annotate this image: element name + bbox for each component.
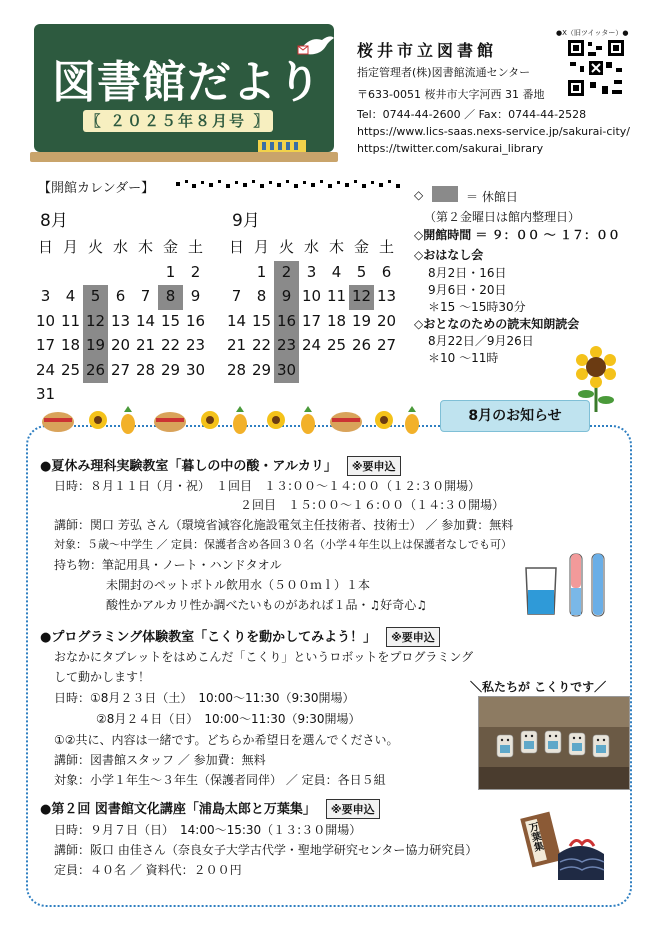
calendar-blank (108, 261, 133, 286)
calendar-day-closed: 12 (83, 310, 108, 335)
qr-code-icon[interactable] (566, 38, 626, 98)
weekday-header: 月 (253, 238, 269, 256)
decorative-dots-icon (176, 178, 406, 190)
event3-title-text: ●第２回 図書館文化講座「浦島太郎と万葉集」 (40, 802, 316, 817)
event2-note: ①②共に、内容は一緒です。どちらか希望日を選んでください。 (54, 733, 399, 747)
calendar-day: 2 (190, 262, 201, 281)
story-time: ＊15 ～15時30分 (428, 300, 526, 314)
decorative-border-icon (40, 402, 440, 438)
calendar-day: 24 (35, 360, 56, 379)
event1-lecturer: 講師：関口 芳弘 さん（環境省減容化施設電気主任技術者、技術士） ／ 参加費：無料 (54, 518, 514, 532)
calendar-day-closed: 26 (83, 359, 108, 384)
opening-hours: ◇開館時間 ＝ ９：００ ～ １７：００ (414, 228, 620, 242)
event3-date: 日時：９月７日（日） 14:00～15:30（１３:３０開場） (54, 823, 362, 837)
dove-icon (296, 30, 336, 62)
event2-desc2: して動かします！ (54, 670, 151, 684)
calendar-day-closed: 2 (274, 261, 299, 286)
calendar-day: 13 (376, 287, 397, 305)
weekday-header: 水 (303, 238, 319, 256)
calendar-blank (83, 261, 108, 286)
calendar-day: 13 (110, 311, 131, 330)
website-link[interactable]: https://www.lics-saas.nexs-service.jp/sakurai-city/ (357, 125, 631, 138)
calendar-day: 20 (376, 311, 397, 330)
adult-reading-time: ＊10 ～11時 (428, 351, 499, 365)
event2-desc1: おなかにタブレットをはめこんだ「こくり」というロボットをプログラミング (54, 650, 474, 664)
calendar-title: 【開館カレンダー】 (38, 181, 155, 196)
calendar-day: 25 (326, 336, 347, 354)
calendar-day: 27 (376, 336, 397, 354)
calendar-blank (133, 261, 158, 286)
library-name: 桜井市立図書館 (357, 41, 498, 60)
weekday-header: 火 (278, 238, 294, 256)
address: 〒633-0051 桜井市大字河西 31 番地 (357, 88, 545, 101)
calendar-day: 15 (160, 311, 181, 330)
calendar-day: 1 (256, 262, 267, 281)
event2-target: 対象：小学１年生～３年生（保護者同伴） ／ 定員：各日５組 (54, 773, 386, 787)
calendar-day: 3 (306, 262, 317, 281)
event2-required-badge: ※要申込 (386, 627, 440, 647)
calendar-day: 6 (115, 287, 126, 305)
calendar-blank (224, 261, 249, 286)
calendar-day: 27 (110, 360, 131, 379)
calendar-day: 10 (35, 311, 56, 330)
event2-title (40, 626, 440, 647)
weekday-header: 金 (162, 238, 178, 256)
event1-date1: 日時：８月１１日（月・祝） １回目 １３:００～１４:００（１２:３０開場） (54, 479, 481, 493)
calendar-day-closed: 19 (83, 334, 108, 359)
calendar-day-closed: 8 (158, 285, 183, 310)
twitter-link[interactable]: https://twitter.com/sakurai_library (357, 142, 544, 155)
x-label: ●X（旧ツイッター）● (556, 29, 629, 37)
calendar-day: 3 (40, 287, 51, 305)
event1-title-text: ●夏休み理科実験教室「暮しの中の酸・アルカリ」 (40, 459, 337, 474)
event1-date2: ２回目 １５:００～１６:００（１４:３０開場） (240, 498, 505, 512)
calendar-day: 17 (301, 311, 322, 330)
calendar-day-closed: 23 (274, 334, 299, 359)
calendar-day: 22 (160, 336, 181, 354)
calendar-day: 4 (65, 287, 76, 305)
calendar-day: 24 (301, 336, 322, 354)
event2-date2: ②8月２４日（日） 10:00～11:30（9:30開場） (96, 712, 361, 726)
calendar-day: 23 (185, 336, 206, 354)
calendar-day-closed: 9 (274, 285, 299, 310)
closed-day-swatch (432, 186, 458, 202)
calendar-day: 29 (251, 360, 272, 379)
event3-lecturer: 講師：阪口 由佳さん（奈良女子大学古代学・聖地学研究センター協力研究員） (54, 843, 478, 857)
calendar-day: 10 (301, 287, 322, 305)
weekday-header: 木 (328, 238, 344, 256)
event1-required-badge: ※要申込 (347, 456, 401, 476)
legend-note: （第２金曜日は館内整理日） (424, 210, 581, 224)
calendar-day-closed: 12 (349, 285, 374, 310)
weekday-header: 木 (137, 238, 153, 256)
calendar-day: 31 (35, 385, 56, 403)
calendar-day-closed: 30 (274, 359, 299, 384)
calendar-day-closed: 16 (274, 310, 299, 335)
legend-diamond: ◇ (414, 188, 424, 202)
event3-required-badge: ※要申込 (326, 799, 380, 819)
calendar-day: 15 (251, 311, 272, 330)
calendar-day: 16 (185, 311, 206, 330)
calendar-day: 7 (140, 287, 151, 305)
calendar-blank (58, 261, 83, 286)
weekday-header: 火 (87, 238, 103, 256)
calendar-day: 17 (35, 336, 56, 354)
calendar-day: 21 (226, 336, 247, 354)
calendar-day: 22 (251, 336, 272, 354)
weekday-header: 月 (62, 238, 78, 256)
weekday-header: 土 (378, 238, 394, 256)
story-dates-august: 8月2日・16日 (428, 266, 507, 280)
event1-items3: 酸性かアルカリ性か調べたいものがあれば１品・♫好奇心♫ (106, 598, 428, 612)
event1-target: 対象：５歳～中学生 ／ 定員：保護者含め各回３０名（小学４年生以上は保護者なしでも可） (54, 538, 512, 551)
event2-date1: 日時：①8月２３日（土） 10:00～11:30（9:30開場） (54, 691, 355, 705)
event2-lecturer: 講師：図書館スタッフ ／ 参加費：無料 (54, 753, 266, 767)
calendar-day: 7 (231, 287, 242, 305)
photo-caption: ＼私たちが こくりです／ (470, 680, 607, 694)
book-label: 万葉集 (525, 821, 544, 853)
calendar-september (224, 236, 399, 383)
calendar-day: 29 (160, 360, 181, 379)
issue-banner: 〖 ２０２５年８月号 〗 (83, 110, 273, 132)
calendar-day: 9 (190, 287, 201, 305)
calendar-day: 20 (110, 336, 131, 354)
weekday-header: 日 (37, 238, 53, 256)
event1-items2: 未開封のペットボトル飲用水（５００ｍｌ）１本 (106, 578, 371, 592)
robot-photo (478, 696, 630, 790)
manager: 指定管理者(株)図書館流通センター (357, 66, 531, 79)
weekday-header: 土 (187, 238, 203, 256)
event3-title (40, 798, 380, 819)
calendar-day: 6 (381, 262, 392, 281)
calendar-day: 5 (356, 262, 367, 281)
story-dates-september: 9月6日・20日 (428, 283, 507, 297)
calendar-day: 25 (60, 360, 81, 379)
calendar-day: 28 (226, 360, 247, 379)
calendar-day: 18 (60, 336, 81, 354)
story-time-title: ◇おはなし会 (414, 248, 484, 262)
calendar-day: 30 (185, 360, 206, 379)
weekday-header: 金 (353, 238, 369, 256)
event3-capacity: 定員：４０名 ／ 資料代：２００円 (54, 863, 242, 877)
calendar-day-closed: 5 (83, 285, 108, 310)
weekday-header: 水 (112, 238, 128, 256)
event2-title-text: ●プログラミング体験教室「こくりを動かしてみよう！」 (40, 630, 377, 645)
calendar-day: 4 (331, 262, 342, 281)
phone-fax: Tel：0744-44-2600 ／ Fax：0744-44-2528 (357, 108, 587, 121)
event1-items1: 持ち物：筆記用具・ノート・ハンドタオル (54, 558, 282, 572)
books-icon (258, 138, 308, 154)
calendar-day: 28 (135, 360, 156, 379)
calendar-day: 11 (326, 287, 347, 305)
adult-reading-title: ◇おとなのための読末知朗読会 (414, 317, 580, 331)
notice-tab: 8月のお知らせ (440, 400, 590, 432)
calendar-day: 21 (135, 336, 156, 354)
calendar-day: 26 (351, 336, 372, 354)
calendar-day: 1 (165, 262, 176, 281)
adult-reading-dates: 8月22日／9月26日 (428, 334, 534, 348)
calendar-day: 19 (351, 311, 372, 330)
month-label-september: 9月 (232, 211, 260, 231)
weekday-header: 日 (228, 238, 244, 256)
calendar-blank (33, 261, 58, 286)
month-label-august: 8月 (40, 211, 68, 231)
calendar-august (33, 236, 208, 408)
calendar-day: 18 (326, 311, 347, 330)
calendar-day: 14 (226, 311, 247, 330)
calendar-day: 11 (60, 311, 81, 330)
event1-title (40, 455, 401, 476)
newsletter-title: 図書館だより (52, 57, 322, 108)
legend-text: ＝ 休館日 (466, 190, 518, 204)
calendar-day: 14 (135, 311, 156, 330)
calendar-day: 8 (256, 287, 267, 305)
beaker-test-tubes-icon (522, 548, 612, 618)
